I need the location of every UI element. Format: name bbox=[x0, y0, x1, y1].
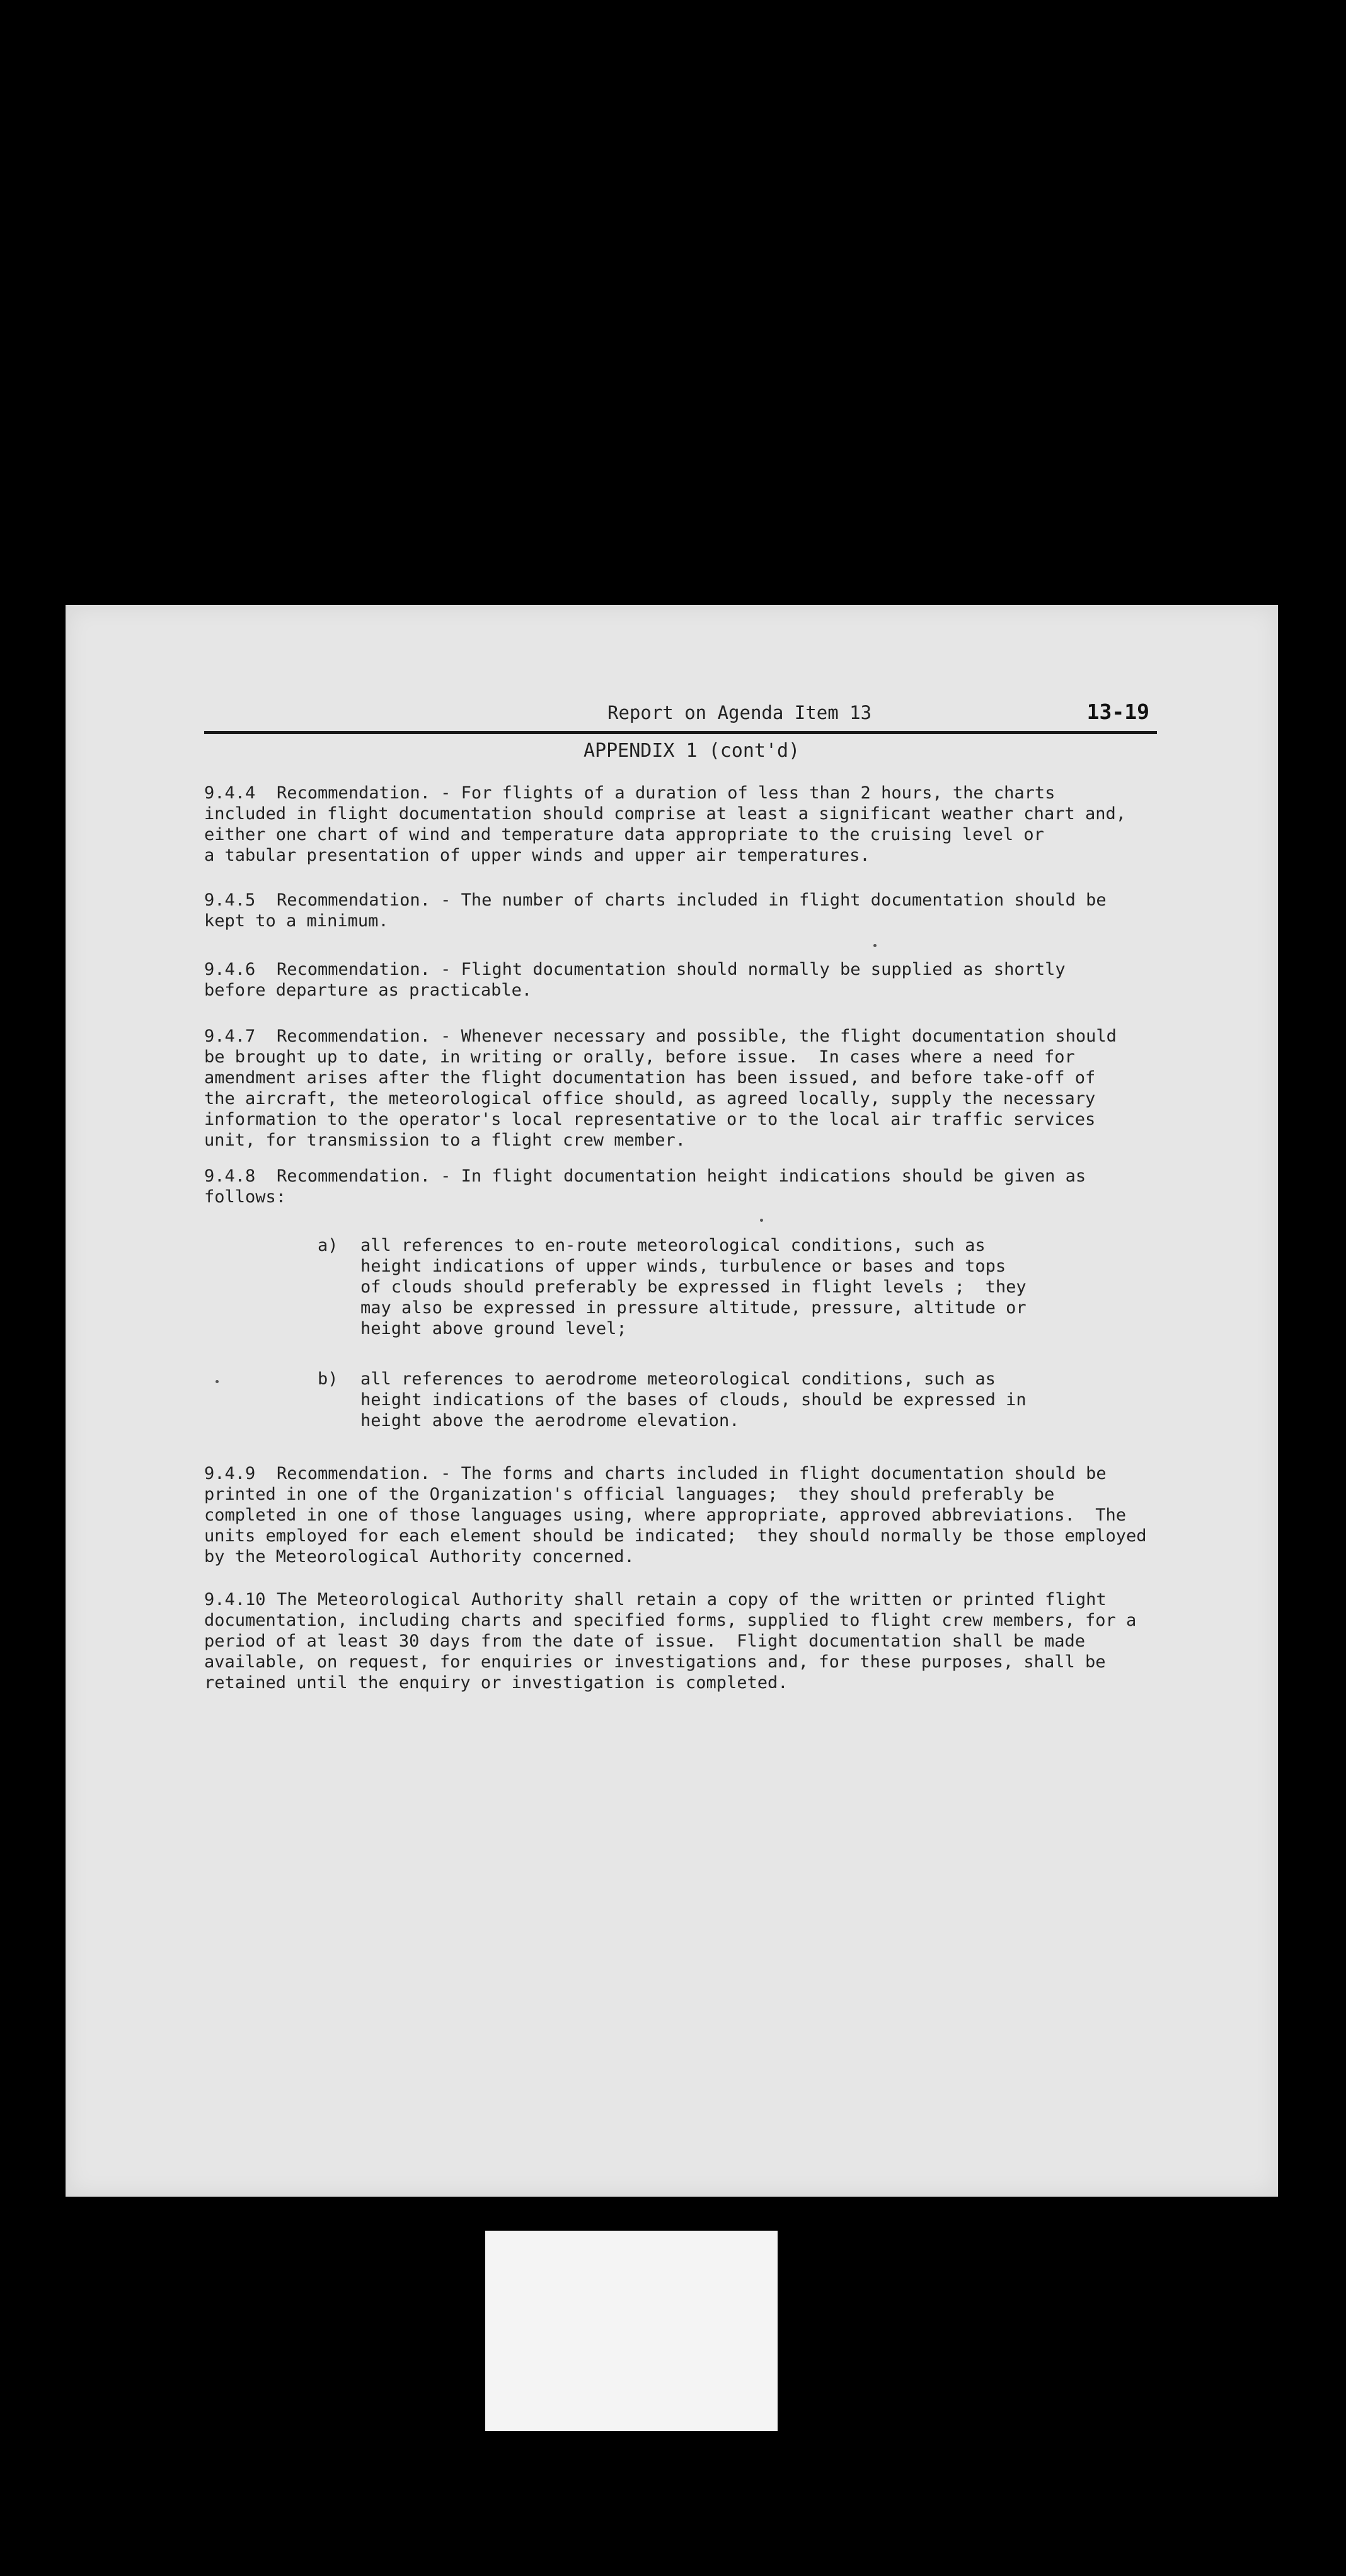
paragraph-9-4-9 bbox=[204, 1463, 1147, 1567]
paragraph-line: the aircraft, the meteorological office should, as agreed locally, supply the necessary bbox=[204, 1089, 1096, 1108]
scan-speck bbox=[873, 944, 877, 947]
paragraph-line: Recommendation. - Whenever necessary and possible, the flight documentation should bbox=[277, 1026, 1117, 1046]
paragraph-line: Recommendation. - The forms and charts included in flight documentation should be bbox=[277, 1464, 1107, 1483]
subitem-line: height above ground level; bbox=[360, 1319, 627, 1338]
paragraph-line: by the Meteorological Authority concerned. bbox=[204, 1547, 635, 1567]
paragraph-number: 9.4.7 bbox=[204, 1026, 256, 1046]
paragraph-line: Recommendation. - In flight documentation height indications should be given as bbox=[277, 1166, 1086, 1186]
document-page bbox=[66, 605, 1278, 2197]
paragraph-line: printed in one of the Organization's official languages; they should preferably be bbox=[204, 1485, 1055, 1504]
subitem-line: height indications of the bases of clouds, should be expressed in bbox=[360, 1390, 1027, 1410]
paragraph-line: documentation, including charts and specified forms, supplied to flight crew members, for a bbox=[204, 1611, 1137, 1630]
subitem-b bbox=[318, 1369, 1027, 1431]
paragraph-number: 9.4.9 bbox=[204, 1464, 256, 1483]
paragraph-9-4-6 bbox=[204, 959, 1066, 1001]
paragraph-9-4-5 bbox=[204, 890, 1107, 931]
subitem-marker: a) bbox=[318, 1236, 338, 1255]
paragraph-line: Recommendation. - The number of charts included in flight documentation should be bbox=[277, 890, 1107, 910]
subitem-line: of clouds should preferably be expressed in flight levels ; they bbox=[360, 1277, 1027, 1297]
paragraph-number: 9.4.8 bbox=[204, 1166, 256, 1186]
header-title: Report on Agenda Item 13 bbox=[607, 702, 872, 723]
scan-speck bbox=[216, 1380, 219, 1383]
paragraph-number: 9.4.5 bbox=[204, 890, 256, 910]
paragraph-line: included in flight documentation should comprise at least a significant weather chart and, bbox=[204, 804, 1126, 824]
paragraph-9-4-10 bbox=[204, 1589, 1136, 1693]
subitem-line: all references to en-route meteorological conditions, such as bbox=[360, 1236, 986, 1255]
paragraph-line: be brought up to date, in writing or orally, before issue. In cases where a need for bbox=[204, 1047, 1075, 1067]
subitem-line: all references to aerodrome meteorological conditions, such as bbox=[360, 1369, 996, 1389]
paragraph-line: units employed for each element should be indicated; they should normally be those employed bbox=[204, 1526, 1147, 1546]
paragraph-number: 9.4.10 bbox=[204, 1590, 266, 1609]
appendix-title: APPENDIX 1 (cont'd) bbox=[584, 740, 800, 762]
paragraph-line: Recommendation. - For flights of a duration of less than 2 hours, the charts bbox=[277, 783, 1056, 803]
paragraph-line: either one chart of wind and temperature data appropriate to the cruising level or bbox=[204, 825, 1044, 844]
paragraph-9-4-7 bbox=[204, 1026, 1117, 1151]
subitem-line: may also be expressed in pressure altitude, pressure, altitude or bbox=[360, 1298, 1027, 1318]
subitem-marker: b) bbox=[318, 1369, 338, 1389]
paragraph-line: information to the operator's local representative or to the local air traffic services bbox=[204, 1110, 1096, 1129]
paragraph-line: available, on request, for enquiries or investigations and, for these purposes, shall be bbox=[204, 1652, 1106, 1672]
subitem-line: height above the aerodrome elevation. bbox=[360, 1411, 740, 1430]
paragraph-line: amendment arises after the flight documentation has been issued, and before take-off of bbox=[204, 1068, 1096, 1088]
paragraph-9-4-4 bbox=[204, 783, 1126, 866]
microfilm-tab bbox=[485, 2231, 778, 2431]
paragraph-line: Recommendation. - Flight documentation should normally be supplied as shortly bbox=[277, 960, 1066, 979]
paragraph-line: unit, for transmission to a flight crew member. bbox=[204, 1130, 686, 1150]
paragraph-9-4-8 bbox=[204, 1166, 1086, 1207]
paragraph-line: completed in one of those languages using, where appropriate, approved abbreviations. The bbox=[204, 1505, 1126, 1525]
scan-speck bbox=[760, 1219, 763, 1222]
paragraph-line: The Meteorological Authority shall retain a copy of the written or printed flight bbox=[277, 1590, 1107, 1609]
paragraph-line: retained until the enquiry or investigation is completed. bbox=[204, 1673, 788, 1693]
subitem-line: height indications of upper winds, turbulence or bases and tops bbox=[360, 1256, 1006, 1276]
paragraph-number: 9.4.4 bbox=[204, 783, 256, 803]
paragraph-line: before departure as practicable. bbox=[204, 980, 532, 1000]
paragraph-number: 9.4.6 bbox=[204, 960, 256, 979]
page-number: 13-19 bbox=[1086, 699, 1149, 724]
paragraph-line: a tabular presentation of upper winds and upper air temperatures. bbox=[204, 846, 870, 865]
paragraph-line: follows: bbox=[204, 1187, 287, 1207]
page-header bbox=[204, 699, 1157, 734]
subitem-a bbox=[318, 1235, 1027, 1339]
paragraph-line: period of at least 30 days from the date of issue. Flight documentation shall be made bbox=[204, 1631, 1085, 1651]
paragraph-line: kept to a minimum. bbox=[204, 911, 389, 931]
